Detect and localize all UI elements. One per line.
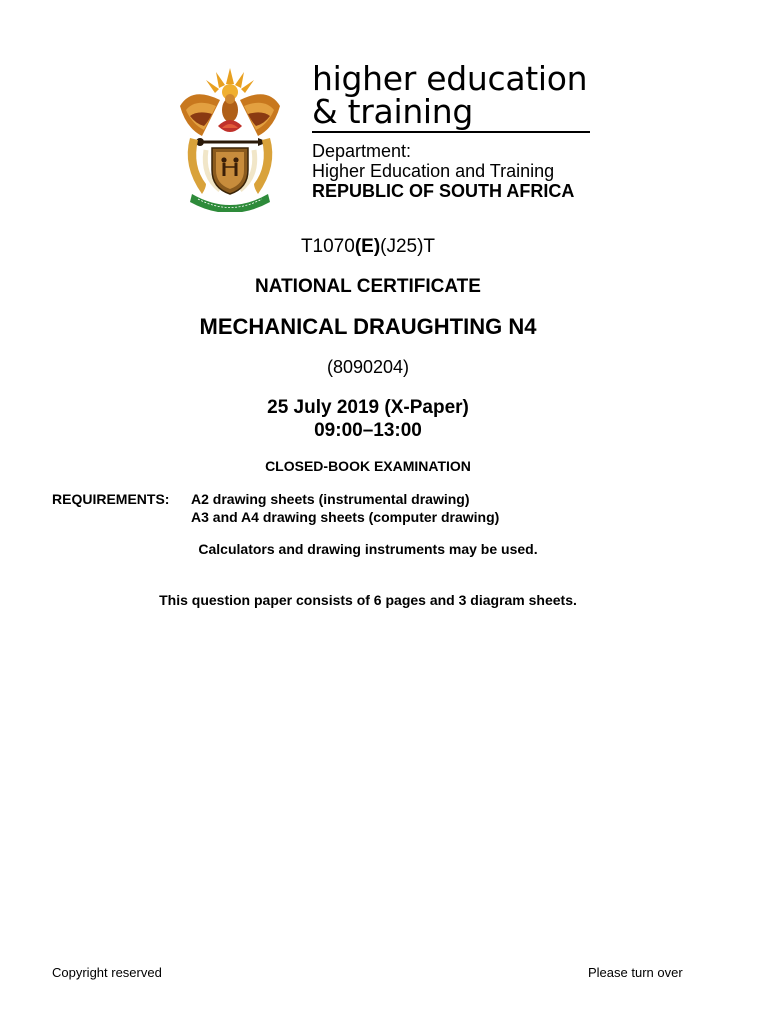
brand-title-line-2: & training (312, 92, 474, 131)
requirement-row (52, 508, 499, 526)
south-africa-coat-of-arms-icon (172, 66, 288, 212)
paper-code-language: (E) (354, 236, 381, 257)
subject-code: (8090204) (326, 357, 410, 377)
paper-code-prefix: T1070 (300, 236, 355, 257)
paper-code-suffix: (J25)T (380, 236, 436, 257)
requirement-row (52, 490, 499, 508)
requirements-label: REQUIREMENTS: (52, 491, 170, 507)
turn-over-footer: Please turn over (588, 965, 683, 980)
exam-time: 09:00–13:00 (314, 420, 422, 441)
brand-title-line-1: higher education (312, 59, 588, 98)
certificate-title: NATIONAL CERTIFICATE (255, 276, 481, 297)
paper-code (0, 236, 736, 258)
exam-date: 25 July 2019 (X-Paper) (267, 397, 469, 418)
calculators-note: Calculators and drawing instruments may be used. (198, 541, 538, 557)
requirements-block (52, 490, 499, 526)
requirement-item: A3 and A4 drawing sheets (computer drawing) (191, 509, 500, 525)
requirement-item: A2 drawing sheets (instrumental drawing) (191, 491, 470, 507)
exam-type: CLOSED-BOOK EXAMINATION (265, 458, 471, 474)
subject-title: MECHANICAL DRAUGHTING N4 (199, 314, 537, 339)
page-count-note: This question paper consists of 6 pages and 3 diagram sheets. (159, 592, 577, 608)
copyright-footer: Copyright reserved (52, 965, 162, 980)
department-country: REPUBLIC OF SOUTH AFRICA (312, 181, 575, 201)
department-brand (312, 59, 602, 201)
requirements-label-spacer (52, 508, 191, 526)
department-name: Higher Education and Training (312, 161, 555, 181)
brand-divider (312, 131, 590, 133)
department-label: Department: (312, 141, 412, 161)
